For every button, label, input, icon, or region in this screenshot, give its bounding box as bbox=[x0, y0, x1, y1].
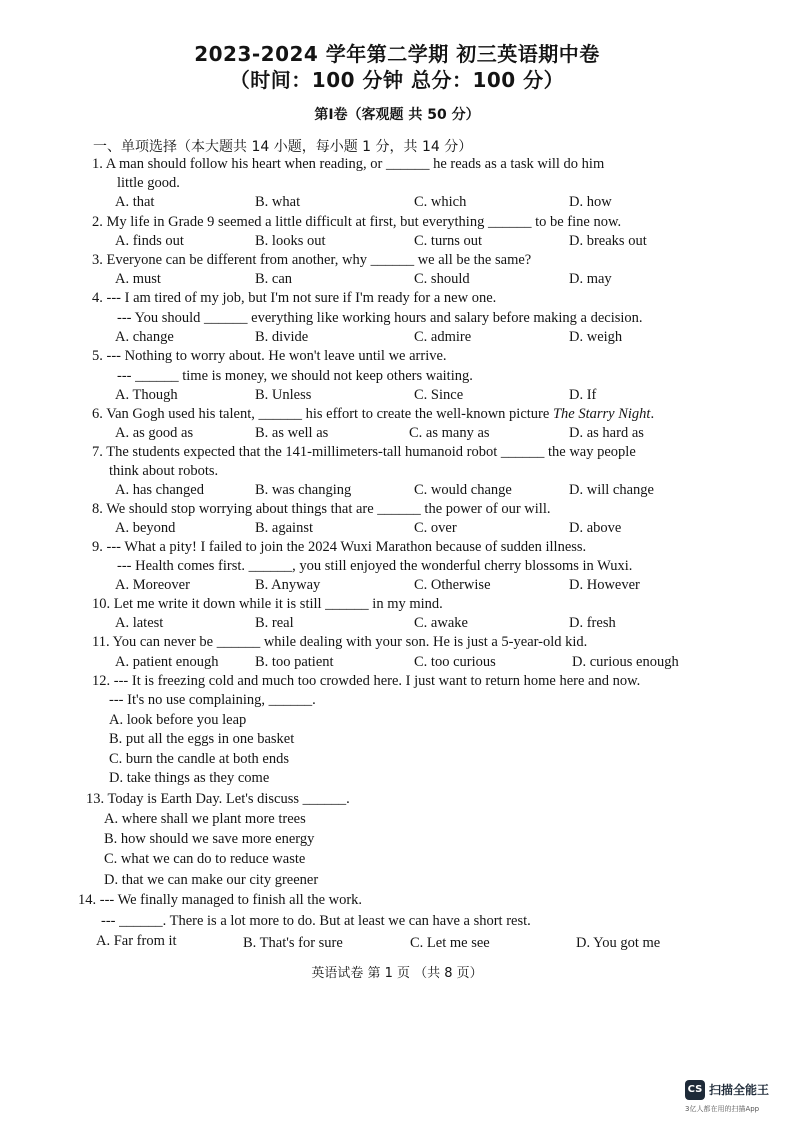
question-3-option-d: D. may bbox=[569, 271, 612, 287]
question-12-option-b: B. put all the eggs in one basket bbox=[109, 731, 295, 747]
question-2-option-a: A. finds out bbox=[115, 233, 184, 249]
question-3-option-c: C. should bbox=[414, 271, 470, 287]
question-4-option-b: B. divide bbox=[255, 329, 309, 345]
question-13-line-1: 13. Today is Earth Day. Let's discuss ______. bbox=[86, 791, 350, 807]
question-8-line-1: 8. We should stop worrying about things that are ______ the power of our will. bbox=[92, 501, 551, 517]
question-9-option-d: D. However bbox=[569, 577, 640, 593]
question-6-period: . bbox=[650, 406, 655, 422]
question-6-text: 6. Van Gogh used his talent, ______ his effort to create the well-known picture bbox=[92, 406, 553, 422]
question-7-option-d: D. will change bbox=[569, 482, 654, 498]
question-1-option-d: D. how bbox=[569, 194, 612, 210]
scanner-watermark bbox=[685, 1080, 785, 1120]
question-14-option-d: D. You got me bbox=[576, 935, 661, 951]
question-9-option-c: C. Otherwise bbox=[414, 577, 491, 593]
question-12-option-a: A. look before you leap bbox=[109, 712, 247, 728]
question-1-line-1: 1. A man should follow his heart when reading, or ______ he reads as a task will do him bbox=[92, 156, 605, 172]
question-14-line-1: 14. --- We finally managed to finish all the work. bbox=[78, 892, 363, 908]
question-13-option-c: C. what we can do to reduce waste bbox=[104, 851, 306, 867]
question-9-line-2: --- Health comes first. ______, you still enjoyed the wonderful cherry blossoms in Wuxi. bbox=[117, 558, 633, 574]
question-1-option-b: B. what bbox=[255, 194, 301, 210]
question-12-option-c: C. burn the candle at both ends bbox=[109, 751, 289, 767]
question-11-option-d: D. curious enough bbox=[572, 654, 679, 670]
question-6-option-b: B. as well as bbox=[255, 425, 329, 441]
question-11-option-b: B. too patient bbox=[255, 654, 334, 670]
question-10-line-1: 10. Let me write it down while it is still ______ in my mind. bbox=[92, 596, 443, 612]
question-2-option-c: C. turns out bbox=[414, 233, 483, 249]
question-10-option-c: C. awake bbox=[414, 615, 468, 631]
question-1-line-2: little good. bbox=[117, 175, 180, 191]
question-4-option-c: C. admire bbox=[414, 329, 472, 345]
question-11-option-c: C. too curious bbox=[414, 654, 496, 670]
question-6-option-d: D. as hard as bbox=[569, 425, 644, 441]
question-8-option-d: D. above bbox=[569, 520, 622, 536]
section-heading: 第Ⅰ卷（客观题 共 50 分） bbox=[314, 107, 480, 123]
part-instruction: 一、单项选择（本大题共 14 小题，每小题 1 分，共 14 分） bbox=[93, 139, 473, 155]
question-4-option-a: A. change bbox=[115, 329, 174, 345]
question-7-option-a: A. has changed bbox=[115, 482, 204, 498]
question-14-line-2: --- ______. There is a lot more to do. But at least we can have a short rest. bbox=[101, 913, 531, 929]
question-6-line-1 bbox=[92, 406, 654, 423]
question-5-option-c: C. Since bbox=[414, 387, 464, 403]
question-11-option-a: A. patient enough bbox=[115, 654, 219, 670]
question-14-option-a: A. Far from it bbox=[96, 933, 177, 949]
question-4-line-2: --- You should ______ everything like working hours and salary before making a decision. bbox=[117, 310, 643, 326]
question-4-line-1: 4. --- I am tired of my job, but I'm not sure if I'm ready for a new one. bbox=[92, 290, 497, 306]
question-13-option-a: A. where shall we plant more trees bbox=[104, 811, 306, 827]
question-2-option-d: D. breaks out bbox=[569, 233, 647, 249]
question-7-option-b: B. was changing bbox=[255, 482, 352, 498]
question-10-option-a: A. latest bbox=[115, 615, 164, 631]
question-5-option-d: D. If bbox=[569, 387, 597, 403]
question-5-line-2: --- ______ time is money, we should not keep others waiting. bbox=[117, 368, 473, 384]
question-7-option-c: C. would change bbox=[414, 482, 512, 498]
page-footer: 英语试卷 第 1 页 （共 8 页） bbox=[311, 966, 483, 981]
question-3-option-a: A. must bbox=[115, 271, 161, 287]
exam-title: 2023-2024 学年第二学期 初三英语期中卷 bbox=[194, 42, 600, 66]
question-12-line-1: 12. --- It is freezing cold and much too crowded here. I just want to return home here and now. bbox=[92, 673, 641, 689]
question-3-option-b: B. can bbox=[255, 271, 293, 287]
question-12-line-2: --- It's no use complaining, ______. bbox=[109, 692, 316, 708]
question-5-option-b: B. Unless bbox=[255, 387, 312, 403]
question-6-option-c: C. as many as bbox=[409, 425, 490, 441]
question-8-option-b: B. against bbox=[255, 520, 313, 536]
question-1-option-a: A. that bbox=[115, 194, 155, 210]
scanner-app-tagline: 3亿人都在用的扫描App bbox=[685, 1105, 760, 1113]
question-9-option-a: A. Moreover bbox=[115, 577, 190, 593]
question-9-option-b: B. Anyway bbox=[255, 577, 321, 593]
question-9-line-1: 9. --- What a pity! I failed to join the 2024 Wuxi Marathon because of sudden illness. bbox=[92, 539, 587, 555]
question-11-line-1: 11. You can never be ______ while dealing with your son. He is just a 5-year-old kid. bbox=[92, 634, 588, 650]
question-7-line-2: think about robots. bbox=[109, 463, 219, 479]
scanner-app-name: 扫描全能王 bbox=[709, 1083, 770, 1097]
question-13-option-d: D. that we can make our city greener bbox=[104, 872, 319, 888]
question-12-option-d: D. take things as they come bbox=[109, 770, 270, 786]
question-6-option-a: A. as good as bbox=[115, 425, 194, 441]
question-8-option-a: A. beyond bbox=[115, 520, 176, 536]
question-14-option-c: C. Let me see bbox=[410, 935, 490, 951]
question-8-option-c: C. over bbox=[414, 520, 457, 536]
question-3-line-1: 3. Everyone can be different from another, why ______ we all be the same? bbox=[92, 252, 532, 268]
question-1-option-c: C. which bbox=[414, 194, 467, 210]
scanner-app-icon: CS bbox=[685, 1080, 705, 1100]
question-10-option-d: D. fresh bbox=[569, 615, 616, 631]
question-5-option-a: A. Though bbox=[115, 387, 178, 403]
question-10-option-b: B. real bbox=[255, 615, 294, 631]
question-2-option-b: B. looks out bbox=[255, 233, 326, 249]
question-4-option-d: D. weigh bbox=[569, 329, 623, 345]
question-5-line-1: 5. --- Nothing to worry about. He won't leave until we arrive. bbox=[92, 348, 447, 364]
question-6-picture-title: The Starry Night bbox=[552, 406, 651, 422]
question-13-option-b: B. how should we save more energy bbox=[104, 831, 315, 847]
question-2-line-1: 2. My life in Grade 9 seemed a little difficult at first, but everything ______ to be fine now. bbox=[92, 214, 622, 230]
question-14-option-b: B. That's for sure bbox=[243, 935, 343, 951]
question-7-line-1: 7. The students expected that the 141-millimeters-tall humanoid robot ______ the way people bbox=[92, 444, 636, 460]
exam-subtitle: （时间：100 分钟 总分：100 分） bbox=[229, 68, 565, 92]
